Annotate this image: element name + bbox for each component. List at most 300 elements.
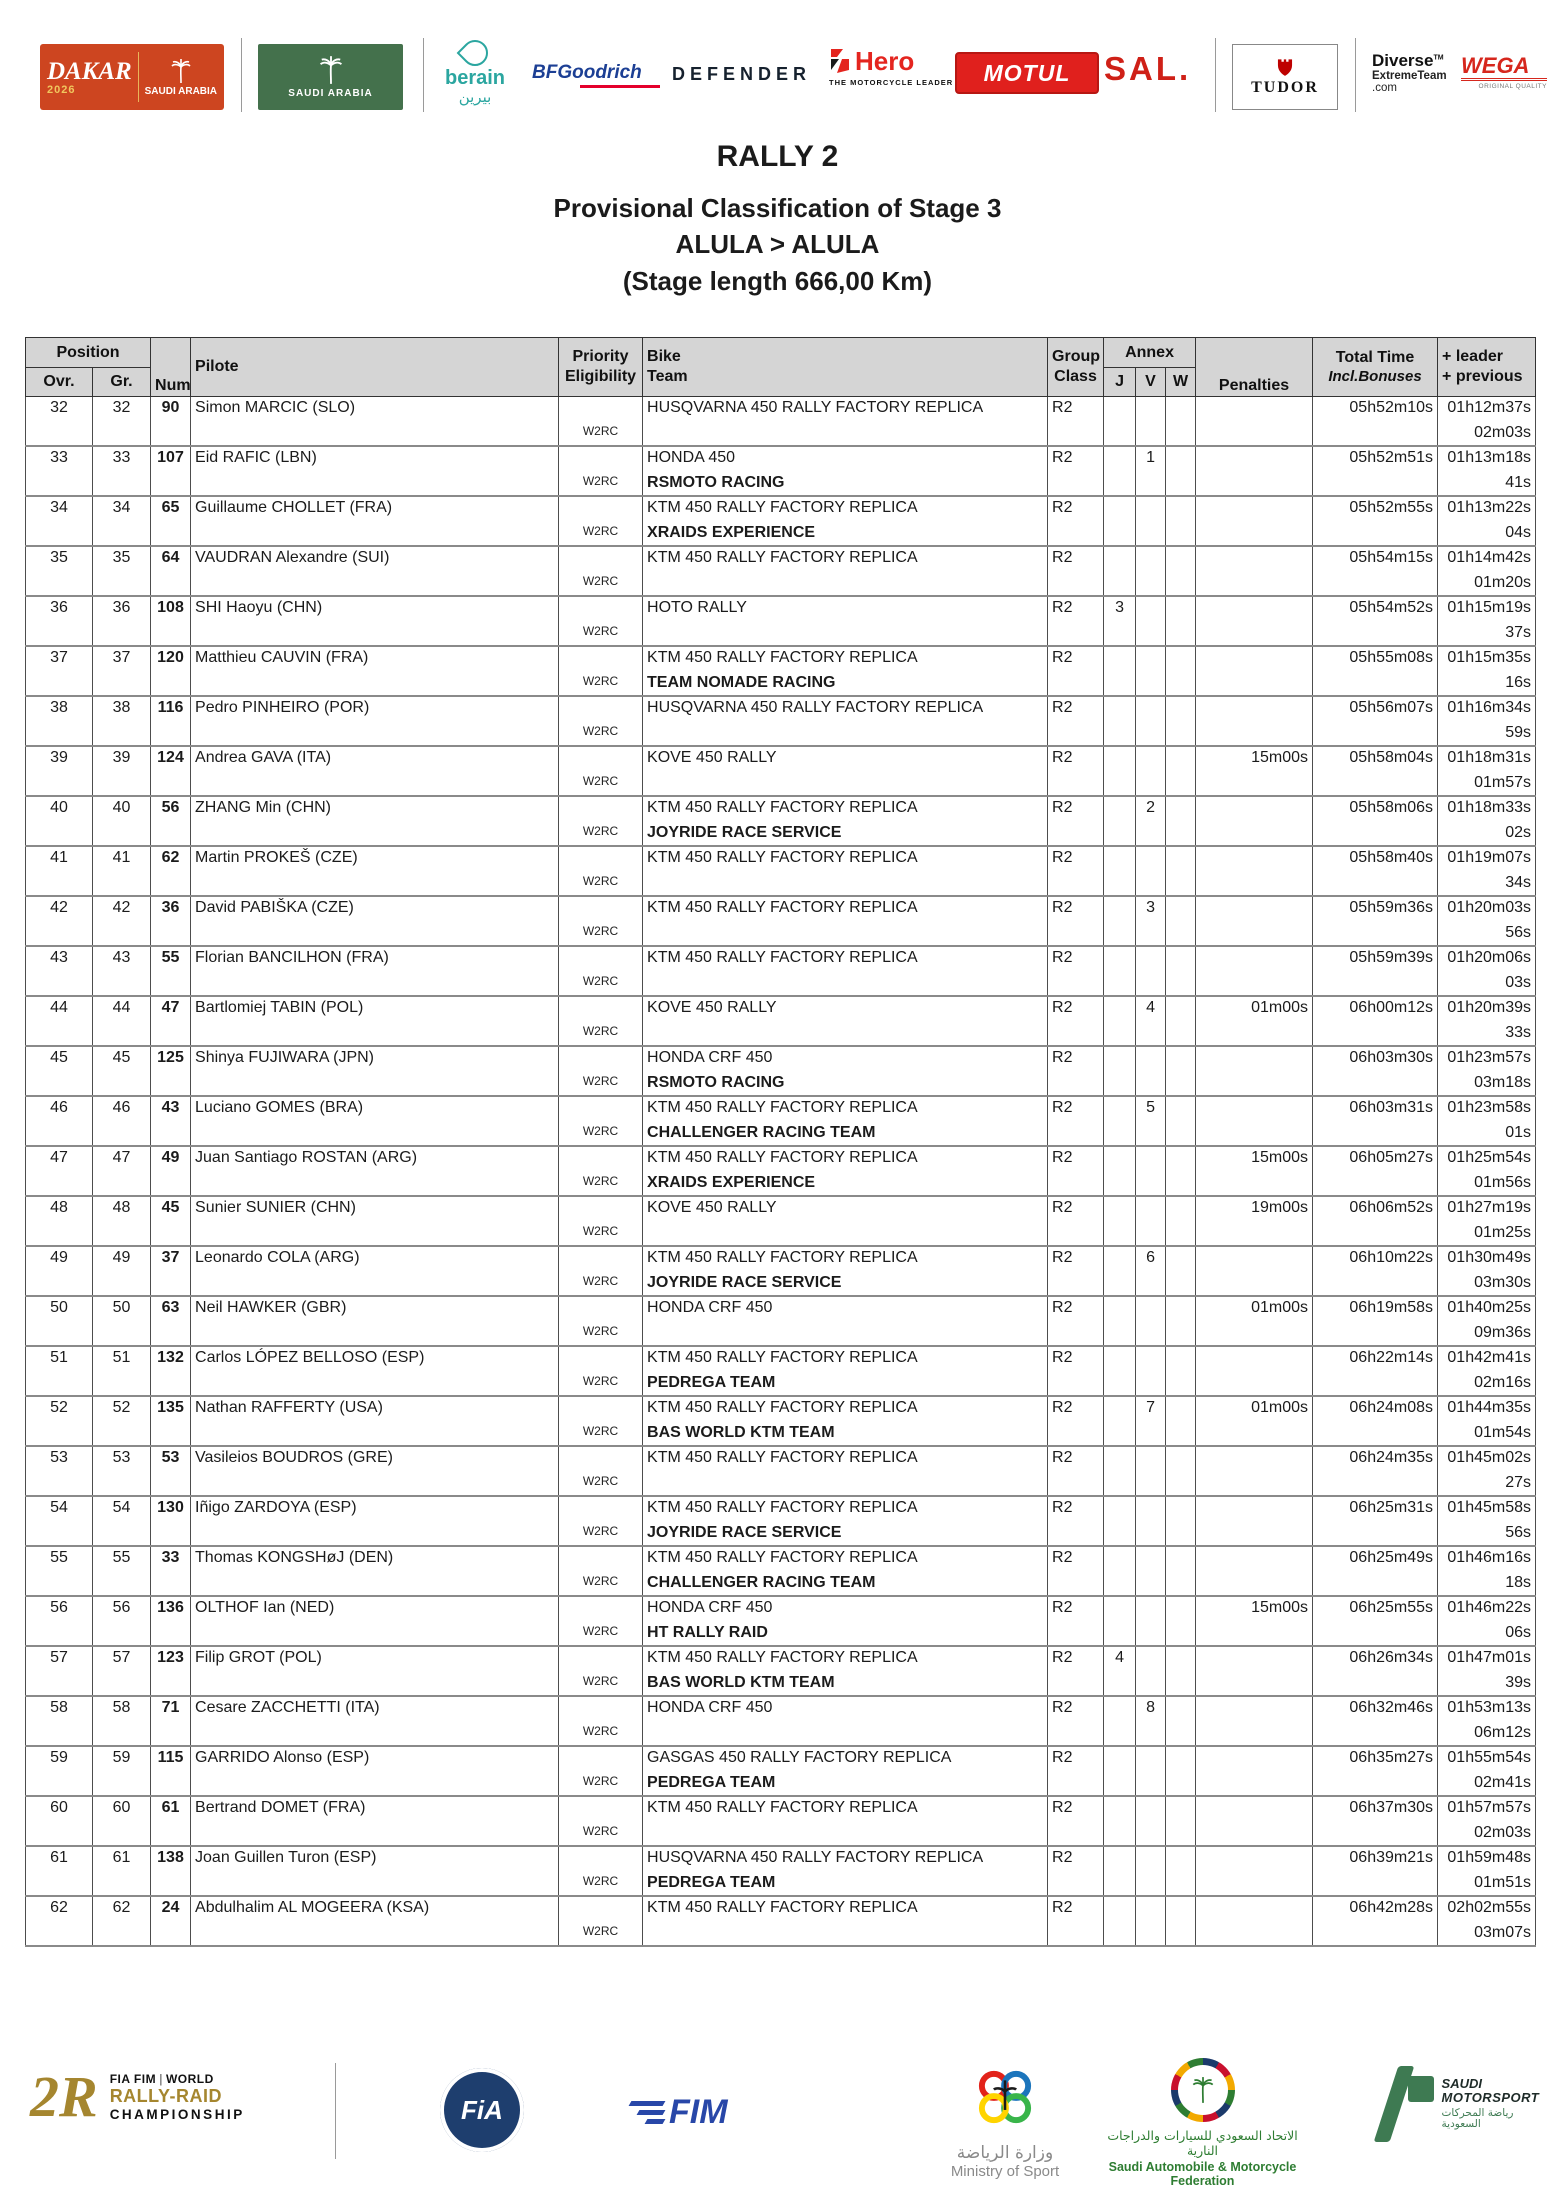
gap-to-leader-previous <box>1438 1046 1536 1096</box>
rider-number: 43 <box>151 1096 191 1146</box>
gap-leader: 01h44m35s <box>1447 1399 1532 1416</box>
pilot-name: VAUDRAN Alexandre (SUI) <box>191 546 559 596</box>
rider-number: 132 <box>151 1346 191 1396</box>
total-time: 06h25m31s <box>1313 1496 1438 1546</box>
penalties: 01m00s <box>1196 996 1313 1046</box>
total-time: 06h25m55s <box>1313 1596 1438 1646</box>
annex-j <box>1104 1746 1136 1796</box>
bike-team <box>643 946 1048 996</box>
pilot-name: Bartlomiej TABIN (POL) <box>191 996 559 1046</box>
annex-v: 7 <box>1136 1396 1166 1446</box>
annex-v <box>1136 1546 1166 1596</box>
group-class: R2 <box>1048 1446 1104 1496</box>
total-time: 05h59m39s <box>1313 946 1438 996</box>
annex-j <box>1104 1346 1136 1396</box>
ministry-arabic-label: وزارة الرياضة <box>956 2143 1054 2163</box>
gap-leader: 01h13m18s <box>1447 449 1532 466</box>
gap-to-leader-previous <box>1438 546 1536 596</box>
gap-leader: 01h23m57s <box>1447 1049 1532 1066</box>
rider-number: 123 <box>151 1646 191 1696</box>
overall-position: 40 <box>26 796 93 846</box>
annex-v <box>1136 1646 1166 1696</box>
result-row <box>26 1096 1536 1146</box>
annex-w <box>1166 1496 1196 1546</box>
bike-team <box>643 1296 1048 1346</box>
rider-number: 47 <box>151 996 191 1046</box>
world-rally-raid-championship-logo: 2R FIA FIM | WORLD RALLY-RAID CHAMPIONSHIP <box>30 2064 245 2129</box>
priority-eligibility <box>559 397 643 447</box>
pilot-name: Luciano GOMES (BRA) <box>191 1096 559 1146</box>
team-name <box>647 424 1043 443</box>
ministry-flower-icon <box>968 2060 1042 2134</box>
penalties <box>1196 1046 1313 1096</box>
header-priority-eligibility: Priority Eligibility <box>559 338 643 397</box>
group-class: R2 <box>1048 596 1104 646</box>
gap-to-leader-previous <box>1438 596 1536 646</box>
group-position: 60 <box>93 1796 151 1846</box>
group-class: R2 <box>1048 1196 1104 1246</box>
footer-divider <box>335 2063 336 2159</box>
gap-to-leader-previous <box>1438 1096 1536 1146</box>
bike-model: KTM 450 RALLY FACTORY REPLICA <box>647 1349 918 1366</box>
group-class: R2 <box>1048 1696 1104 1746</box>
gap-previous: 02m03s <box>1474 1824 1532 1841</box>
team-name: RSMOTO RACING <box>647 474 785 491</box>
total-time: 05h58m04s <box>1313 746 1438 796</box>
saudi-motorsport-arabic: رياضة المحركات السعودية <box>1441 2106 1514 2131</box>
rider-number: 136 <box>151 1596 191 1646</box>
team-name: JOYRIDE RACE SERVICE <box>647 1524 842 1541</box>
total-time: 06h19m58s <box>1313 1296 1438 1346</box>
total-time: 06h03m31s <box>1313 1096 1438 1146</box>
bike-team <box>643 1596 1048 1646</box>
priority-eligibility <box>559 1896 643 1946</box>
group-position: 36 <box>93 596 151 646</box>
overall-position: 41 <box>26 846 93 896</box>
pilot-name: Carlos LÓPEZ BELLOSO (ESP) <box>191 1346 559 1396</box>
annex-w <box>1166 397 1196 447</box>
gap-previous: 39s <box>1505 1674 1532 1691</box>
overall-position: 62 <box>26 1896 93 1946</box>
team-name: TEAM NOMADE RACING <box>647 674 836 691</box>
gap-previous: 03m30s <box>1474 1274 1532 1291</box>
w2rc-label: W2RC <box>582 924 619 938</box>
gap-leader: 01h47m01s <box>1447 1649 1532 1666</box>
dot-com-label: .com <box>1372 81 1397 94</box>
bike-team <box>643 696 1048 746</box>
bike-team <box>643 1046 1048 1096</box>
rally-category-title: RALLY 2 <box>716 140 839 173</box>
gap-to-leader-previous <box>1438 397 1536 447</box>
priority-eligibility <box>559 796 643 846</box>
annex-j <box>1104 1896 1136 1946</box>
total-time: 06h35m27s <box>1313 1746 1438 1796</box>
priority-eligibility <box>559 1496 643 1546</box>
priority-eligibility <box>559 1396 643 1446</box>
gap-previous: 06s <box>1505 1624 1532 1641</box>
group-position: 59 <box>93 1746 151 1796</box>
priority-eligibility <box>559 896 643 946</box>
overall-position: 44 <box>26 996 93 1046</box>
bike-model: KOVE 450 RALLY <box>647 999 777 1016</box>
team-name: PEDREGA TEAM <box>647 1374 776 1391</box>
result-row <box>26 1246 1536 1296</box>
overall-position: 42 <box>26 896 93 946</box>
fim-logo <box>630 2095 728 2129</box>
bfgoodrich-wordmark: BFGoodrich <box>532 62 642 83</box>
total-time: 06h06m52s <box>1313 1196 1438 1246</box>
gap-leader: 01h45m58s <box>1447 1499 1532 1516</box>
bike-team <box>643 796 1048 846</box>
gap-to-leader-previous <box>1438 1646 1536 1696</box>
team-name <box>647 1324 1043 1343</box>
bike-model: KTM 450 RALLY FACTORY REPLICA <box>647 1399 918 1416</box>
logo-divider <box>423 38 424 112</box>
w2rc-label: W2RC <box>582 524 619 538</box>
w2rc-label: W2RC <box>582 1874 619 1888</box>
pilot-name: Martin PROKEŠ (CZE) <box>191 846 559 896</box>
overall-position: 59 <box>26 1746 93 1796</box>
dakar-year: 2026 <box>46 83 76 96</box>
championship-label: CHAMPIONSHIP <box>109 2107 245 2122</box>
fim-mini-mark: FIM <box>133 2072 157 2086</box>
rider-number: 62 <box>151 846 191 896</box>
overall-position: 39 <box>26 746 93 796</box>
hero-mark-icon <box>829 48 851 74</box>
annex-j <box>1104 896 1136 946</box>
group-class: R2 <box>1048 1746 1104 1796</box>
penalties <box>1196 846 1313 896</box>
group-class: R2 <box>1048 1046 1104 1096</box>
gap-to-leader-previous <box>1438 1296 1536 1346</box>
pilot-name: Shinya FUJIWARA (JPN) <box>191 1046 559 1096</box>
penalties <box>1196 1546 1313 1596</box>
group-position: 42 <box>93 896 151 946</box>
pilot-name: Florian BANCILHON (FRA) <box>191 946 559 996</box>
bike-model: HUSQVARNA 450 RALLY FACTORY REPLICA <box>647 1849 984 1866</box>
gap-to-leader-previous <box>1438 996 1536 1046</box>
w2rc-label: W2RC <box>582 1074 619 1088</box>
overall-position: 49 <box>26 1246 93 1296</box>
annex-j <box>1104 1696 1136 1746</box>
team-name: JOYRIDE RACE SERVICE <box>647 824 842 841</box>
bike-team <box>643 1796 1048 1846</box>
motorsport-label: MOTORSPORT <box>1441 2090 1540 2106</box>
bike-model: KTM 450 RALLY FACTORY REPLICA <box>647 849 918 866</box>
ministry-of-sport-logo <box>920 2060 1090 2180</box>
gap-previous: 01m25s <box>1474 1224 1532 1241</box>
annex-w <box>1166 1896 1196 1946</box>
bike-model: KOVE 450 RALLY <box>647 749 777 766</box>
gap-to-leader-previous <box>1438 1146 1536 1196</box>
team-name <box>647 724 1043 743</box>
logo-divider <box>1215 38 1216 112</box>
wega-logo <box>1461 54 1547 90</box>
annex-w <box>1166 1396 1196 1446</box>
bike-team <box>643 496 1048 546</box>
gap-to-leader-previous <box>1438 1246 1536 1296</box>
total-time: 06h32m46s <box>1313 1696 1438 1746</box>
group-position: 35 <box>93 546 151 596</box>
annex-w <box>1166 596 1196 646</box>
overall-position: 56 <box>26 1596 93 1646</box>
rider-number: 36 <box>151 896 191 946</box>
gap-to-leader-previous <box>1438 646 1536 696</box>
annex-v <box>1136 1496 1166 1546</box>
annex-w <box>1166 796 1196 846</box>
annex-v: 5 <box>1136 1096 1166 1146</box>
gap-leader: 01h18m31s <box>1447 749 1532 766</box>
group-position: 37 <box>93 646 151 696</box>
pilot-name: Thomas KONGSHøJ (DEN) <box>191 1546 559 1596</box>
header-group-class: Group Class <box>1048 338 1104 397</box>
w2rc-label: W2RC <box>582 1224 619 1238</box>
group-position: 47 <box>93 1146 151 1196</box>
total-time: 06h26m34s <box>1313 1646 1438 1696</box>
tudor-wordmark: TUDOR <box>1251 79 1319 96</box>
pilot-name: Matthieu CAUVIN (FRA) <box>191 646 559 696</box>
team-name: CHALLENGER RACING TEAM <box>647 1124 876 1141</box>
dakar-2026-logo <box>40 44 224 110</box>
penalties: 15m00s <box>1196 746 1313 796</box>
total-time: 06h39m21s <box>1313 1846 1438 1896</box>
gap-previous: 37s <box>1505 624 1532 641</box>
priority-eligibility <box>559 1196 643 1246</box>
bike-model: KTM 450 RALLY FACTORY REPLICA <box>647 1149 918 1166</box>
w2rc-label: W2RC <box>582 624 619 638</box>
annex-w <box>1166 696 1196 746</box>
gap-previous: 02m41s <box>1474 1774 1532 1791</box>
team-name <box>647 774 1043 793</box>
group-position: 62 <box>93 1896 151 1946</box>
w2rc-label: W2RC <box>582 1624 619 1638</box>
annex-v <box>1136 1296 1166 1346</box>
header-position: Position <box>26 338 151 368</box>
berain-arabic: بيرين <box>458 88 492 106</box>
team-name <box>647 1824 1043 1843</box>
penalties: 01m00s <box>1196 1396 1313 1446</box>
bike-model: KTM 450 RALLY FACTORY REPLICA <box>647 899 918 916</box>
priority-eligibility <box>559 1096 643 1146</box>
group-position: 51 <box>93 1346 151 1396</box>
pilot-name: ZHANG Min (CHN) <box>191 796 559 846</box>
annex-j <box>1104 946 1136 996</box>
bike-model: KTM 450 RALLY FACTORY REPLICA <box>647 1099 918 1116</box>
priority-eligibility <box>559 546 643 596</box>
total-time: 06h24m08s <box>1313 1396 1438 1446</box>
penalties <box>1196 646 1313 696</box>
gap-leader: 01h53m13s <box>1447 1699 1532 1716</box>
fim-speed-lines-icon <box>630 2101 664 2124</box>
annex-j <box>1104 1596 1136 1646</box>
group-class: R2 <box>1048 696 1104 746</box>
total-time: 05h54m15s <box>1313 546 1438 596</box>
bike-model: HONDA CRF 450 <box>647 1699 773 1716</box>
team-name: CHALLENGER RACING TEAM <box>647 1574 876 1591</box>
ministry-english-label: Ministry of Sport <box>950 2163 1060 2180</box>
annex-j <box>1104 496 1136 546</box>
dakar-divider <box>138 52 139 102</box>
bike-team <box>643 846 1048 896</box>
total-time: 06h00m12s <box>1313 996 1438 1046</box>
result-row <box>26 946 1536 996</box>
annex-v <box>1136 696 1166 746</box>
team-name <box>647 1924 1043 1943</box>
w2rc-label: W2RC <box>582 1924 619 1938</box>
gap-to-leader-previous <box>1438 846 1536 896</box>
gap-leader: 01h45m02s <box>1447 1449 1532 1466</box>
overall-position: 32 <box>26 397 93 447</box>
bike-model: GASGAS 450 RALLY FACTORY REPLICA <box>647 1749 952 1766</box>
pilot-name: Eid RAFIC (LBN) <box>191 446 559 496</box>
group-class: R2 <box>1048 796 1104 846</box>
group-class: R2 <box>1048 946 1104 996</box>
annex-j <box>1104 1546 1136 1596</box>
group-position: 54 <box>93 1496 151 1546</box>
w2rc-label: W2RC <box>582 1174 619 1188</box>
annex-j <box>1104 1296 1136 1346</box>
header-annex: Annex <box>1104 338 1196 368</box>
annex-v <box>1136 596 1166 646</box>
penalties <box>1196 896 1313 946</box>
team-name <box>647 574 1043 593</box>
annex-w <box>1166 1446 1196 1496</box>
w2rc-label: W2RC <box>582 474 619 488</box>
table-body <box>26 397 1536 1947</box>
annex-v <box>1136 1046 1166 1096</box>
annex-w <box>1166 846 1196 896</box>
annex-j <box>1104 1146 1136 1196</box>
rider-number: 120 <box>151 646 191 696</box>
bike-model: KTM 450 RALLY FACTORY REPLICA <box>647 799 918 816</box>
gap-previous: 33s <box>1505 1024 1532 1041</box>
overall-position: 34 <box>26 496 93 546</box>
priority-eligibility <box>559 496 643 546</box>
penalties <box>1196 1796 1313 1846</box>
annex-w <box>1166 1846 1196 1896</box>
team-name <box>647 1724 1043 1743</box>
team-name <box>647 1474 1043 1493</box>
w2rc-label: W2RC <box>582 1674 619 1688</box>
group-class: R2 <box>1048 1246 1104 1296</box>
hero-tagline: THE MOTORCYCLE LEADER <box>829 78 954 87</box>
w2rc-label: W2RC <box>582 1574 619 1588</box>
gap-leader: 01h55m54s <box>1447 1749 1532 1766</box>
samf-arabic-label: الاتحاد السعودي للسيارات والدراجات النارية <box>1107 2128 1298 2158</box>
gap-leader: 01h23m58s <box>1447 1099 1532 1116</box>
w2rc-label: W2RC <box>582 774 619 788</box>
overall-position: 46 <box>26 1096 93 1146</box>
stage-length: (Stage length 666,00 Km) <box>622 265 933 296</box>
saudi-label: SAUDI <box>1441 2076 1482 2092</box>
gap-previous: 01s <box>1505 1124 1532 1141</box>
annex-j <box>1104 1496 1136 1546</box>
gap-previous: 34s <box>1505 874 1532 891</box>
result-row <box>26 1296 1536 1346</box>
result-row <box>26 1646 1536 1696</box>
gap-to-leader-previous <box>1438 1446 1536 1496</box>
annex-j <box>1104 1246 1136 1296</box>
gap-previous: 04s <box>1505 524 1532 541</box>
overall-position: 58 <box>26 1696 93 1746</box>
gap-leader: 01h46m22s <box>1447 1599 1532 1616</box>
annex-j: 4 <box>1104 1646 1136 1696</box>
pilot-name: Cesare ZACCHETTI (ITA) <box>191 1696 559 1746</box>
rider-number: 107 <box>151 446 191 496</box>
samf-english-label: Saudi Automobile & Motorcycle Federation <box>1108 2160 1297 2188</box>
bike-team <box>643 1896 1048 1946</box>
gap-previous: 01m56s <box>1474 1174 1532 1191</box>
annex-j <box>1104 1196 1136 1246</box>
priority-eligibility <box>559 446 643 496</box>
team-name: BAS WORLD KTM TEAM <box>647 1674 835 1691</box>
team-name: JOYRIDE RACE SERVICE <box>647 1274 842 1291</box>
bike-team <box>643 1346 1048 1396</box>
annex-v <box>1136 1146 1166 1196</box>
samf-logo <box>1095 2058 1310 2188</box>
priority-eligibility <box>559 1146 643 1196</box>
penalties: 01m00s <box>1196 1296 1313 1346</box>
header-annex-w: W <box>1166 368 1196 397</box>
priority-eligibility <box>559 1646 643 1696</box>
gap-previous: 01m51s <box>1474 1874 1532 1891</box>
sal-logo: SAL. <box>1104 50 1192 87</box>
rider-number: 61 <box>151 1796 191 1846</box>
bike-model: HUSQVARNA 450 RALLY FACTORY REPLICA <box>647 699 984 716</box>
rider-number: 135 <box>151 1396 191 1446</box>
group-class: R2 <box>1048 846 1104 896</box>
annex-v <box>1136 1796 1166 1846</box>
priority-eligibility <box>559 1446 643 1496</box>
result-row <box>26 1846 1536 1896</box>
saudi-arabia-label: SAUDI ARABIA <box>288 88 373 99</box>
gap-leader: 01h59m48s <box>1447 1849 1532 1866</box>
tudor-shield-icon <box>1275 57 1295 77</box>
header-num: Num <box>151 338 191 397</box>
palm-tree-icon <box>170 58 192 84</box>
gap-previous: 03s <box>1505 974 1532 991</box>
annex-v: 8 <box>1136 1696 1166 1746</box>
pilot-name: Leonardo COLA (ARG) <box>191 1246 559 1296</box>
w2rc-label: W2RC <box>582 1824 619 1838</box>
w2rc-label: W2RC <box>582 824 619 838</box>
rider-number: 116 <box>151 696 191 746</box>
gap-leader: 01h15m35s <box>1447 649 1532 666</box>
group-class: R2 <box>1048 1596 1104 1646</box>
group-class: R2 <box>1048 1796 1104 1846</box>
penalties <box>1196 1696 1313 1746</box>
group-position: 56 <box>93 1596 151 1646</box>
annex-w <box>1166 1346 1196 1396</box>
overall-position: 57 <box>26 1646 93 1696</box>
group-class: R2 <box>1048 1396 1104 1446</box>
total-time: 05h52m10s <box>1313 397 1438 447</box>
annex-w <box>1166 1296 1196 1346</box>
group-class: R2 <box>1048 896 1104 946</box>
team-name <box>647 924 1043 943</box>
w2rc-label: W2RC <box>582 874 619 888</box>
w2rc-label: W2RC <box>582 1124 619 1138</box>
result-row <box>26 996 1536 1046</box>
bike-model: KTM 450 RALLY FACTORY REPLICA <box>647 549 918 566</box>
overall-position: 37 <box>26 646 93 696</box>
result-row <box>26 1146 1536 1196</box>
annex-v <box>1136 846 1166 896</box>
annex-w <box>1166 1646 1196 1696</box>
annex-v <box>1136 546 1166 596</box>
gap-to-leader-previous <box>1438 746 1536 796</box>
annex-j <box>1104 397 1136 447</box>
